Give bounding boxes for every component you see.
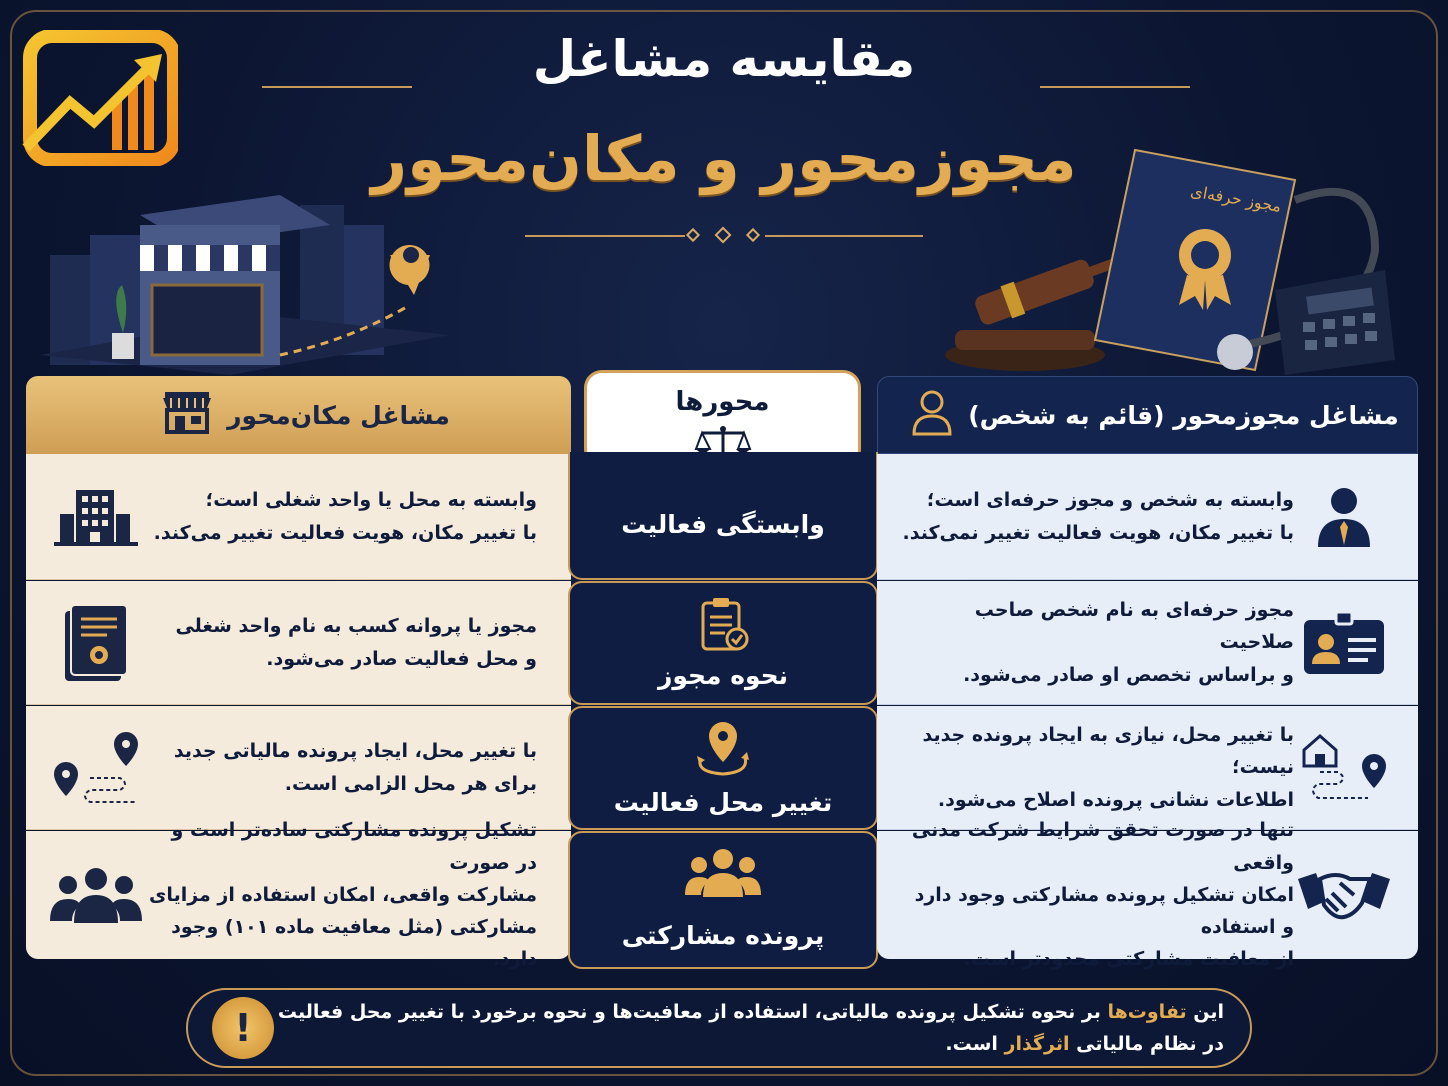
group-icon [46, 865, 146, 925]
person-icon [910, 388, 954, 442]
footer-line1 [274, 996, 1224, 1028]
axes-title: محورها [675, 387, 770, 417]
handshake-icon [1294, 865, 1394, 925]
row3-right-line1: با تغییر محل، نیازی به ایجاد پرونده جدید نیست؛ [922, 724, 1294, 779]
row2-axis [568, 581, 878, 705]
row3-right-line2: اطلاعات نشانی پرونده اصلاح می‌شود. [937, 788, 1294, 811]
id-card-icon [1294, 610, 1394, 676]
license-book-title: مجوز حرفه‌ای [1189, 181, 1283, 216]
row4-left-line2: مشارکت واقعی، امکان استفاده از مزایای [149, 883, 537, 906]
warning-icon: ! [212, 997, 274, 1059]
title-divider-left [262, 86, 412, 88]
office-building-icon [46, 486, 146, 548]
row1-axis-label: وابستگی فعالیت [621, 510, 825, 539]
license-based-title: مشاغل مجوزمحور (قائم به شخص) [968, 400, 1399, 430]
row4-left-line1: تشکیل پرونده مشارکتی ساده‌تر است و در صورت [171, 819, 537, 874]
footer-note [186, 988, 1252, 1068]
row4-license-based [877, 819, 1418, 971]
row4-left-line3: مشارکتی (مثل معافیت ماده ۱۰۱) وجود دارد. [171, 916, 537, 971]
row2-location-based [26, 581, 571, 705]
footer-part2: بر نحوه تشکیل پرونده مالیاتی، استفاده از معافیت‌ها و نحوه برخورد با تغییر محل فعالیت [277, 1000, 1108, 1023]
row2-axis-label: نحوه مجوز [657, 661, 789, 690]
footer-part1: این [1186, 1000, 1224, 1023]
subtitle-divider-left [525, 235, 685, 237]
relocation-pin-icon [570, 718, 876, 786]
footer-line2 [274, 1028, 1224, 1060]
row4-axis-label: پرونده مشارکتی [621, 921, 825, 950]
row2-left-line2: و محل فعالیت صادر می‌شود. [266, 647, 537, 670]
row1-left-line1: وابسته به محل یا واحد شغلی است؛ [205, 489, 537, 512]
row1-location-based [26, 454, 571, 580]
row3-location-based [26, 706, 571, 830]
row1-left-line2: با تغییر مکان، هویت فعالیت تغییر می‌کند. [153, 521, 537, 544]
location-based-column-header [26, 376, 571, 454]
row3-axis-label: تغییر محل فعالیت [613, 788, 833, 817]
footer-part4: است. [945, 1033, 1005, 1055]
certificate-icon [46, 603, 146, 683]
footer-highlight-differences: تفاوت‌ها [1107, 1000, 1187, 1023]
shop-icon [161, 390, 213, 440]
storefront-illustration [30, 165, 460, 375]
location-route-icon [46, 728, 146, 808]
license-based-column-header [877, 376, 1418, 454]
clipboard-check-icon [570, 595, 876, 659]
row4-right-line3: از معافیت مشارکتی محدودتر است. [963, 948, 1294, 971]
row4-right-line2: امکان تشکیل پرونده مشارکتی وجود دارد و استفاده [914, 883, 1294, 939]
footer-part3: در نظام مالیاتی [1069, 1033, 1224, 1055]
row1-right-line2: با تغییر مکان، هویت فعالیت تغییر نمی‌کند. [902, 521, 1294, 544]
footer-highlight-effective: اثرگذار [1004, 1033, 1070, 1055]
home-location-icon [1294, 728, 1394, 808]
row1-license-based [877, 454, 1418, 580]
row3-left-line2: برای هر محل الزامی است. [284, 772, 537, 795]
row3-axis [568, 706, 878, 830]
row2-right-line1: مجوز حرفه‌ای به نام شخص صاحب صلاحیت [974, 599, 1294, 654]
businessman-icon [1294, 485, 1394, 549]
row1-right-line1: وابسته به شخص و مجوز حرفه‌ای است؛ [926, 489, 1294, 512]
row4-right-line1: تنها در صورت تحقق شرایط شرکت مدنی واقعی [911, 819, 1294, 874]
license-illustration [935, 130, 1405, 380]
row4-axis [568, 831, 878, 969]
row2-left-line1: مجوز یا پروانه کسب به نام واحد شغلی [175, 615, 537, 638]
location-based-title: مشاغل مکان‌محور [227, 400, 450, 430]
row3-left-line1: با تغییر محل، ایجاد پرونده مالیاتی جدید [173, 740, 537, 763]
subtitle-divider-right [765, 235, 923, 237]
row2-license-based [877, 581, 1418, 705]
row1-axis [568, 452, 878, 580]
team-icon [570, 847, 876, 905]
row4-location-based [26, 819, 571, 971]
row3-license-based [877, 706, 1418, 830]
page-subtitle: مجوزمحور و مکان‌محور [371, 122, 1077, 195]
title-divider-right [1040, 86, 1190, 88]
page-title: مقایسه مشاغل [532, 30, 916, 88]
row2-right-line2: و براساس تخصص او صادر می‌شود. [963, 663, 1294, 686]
